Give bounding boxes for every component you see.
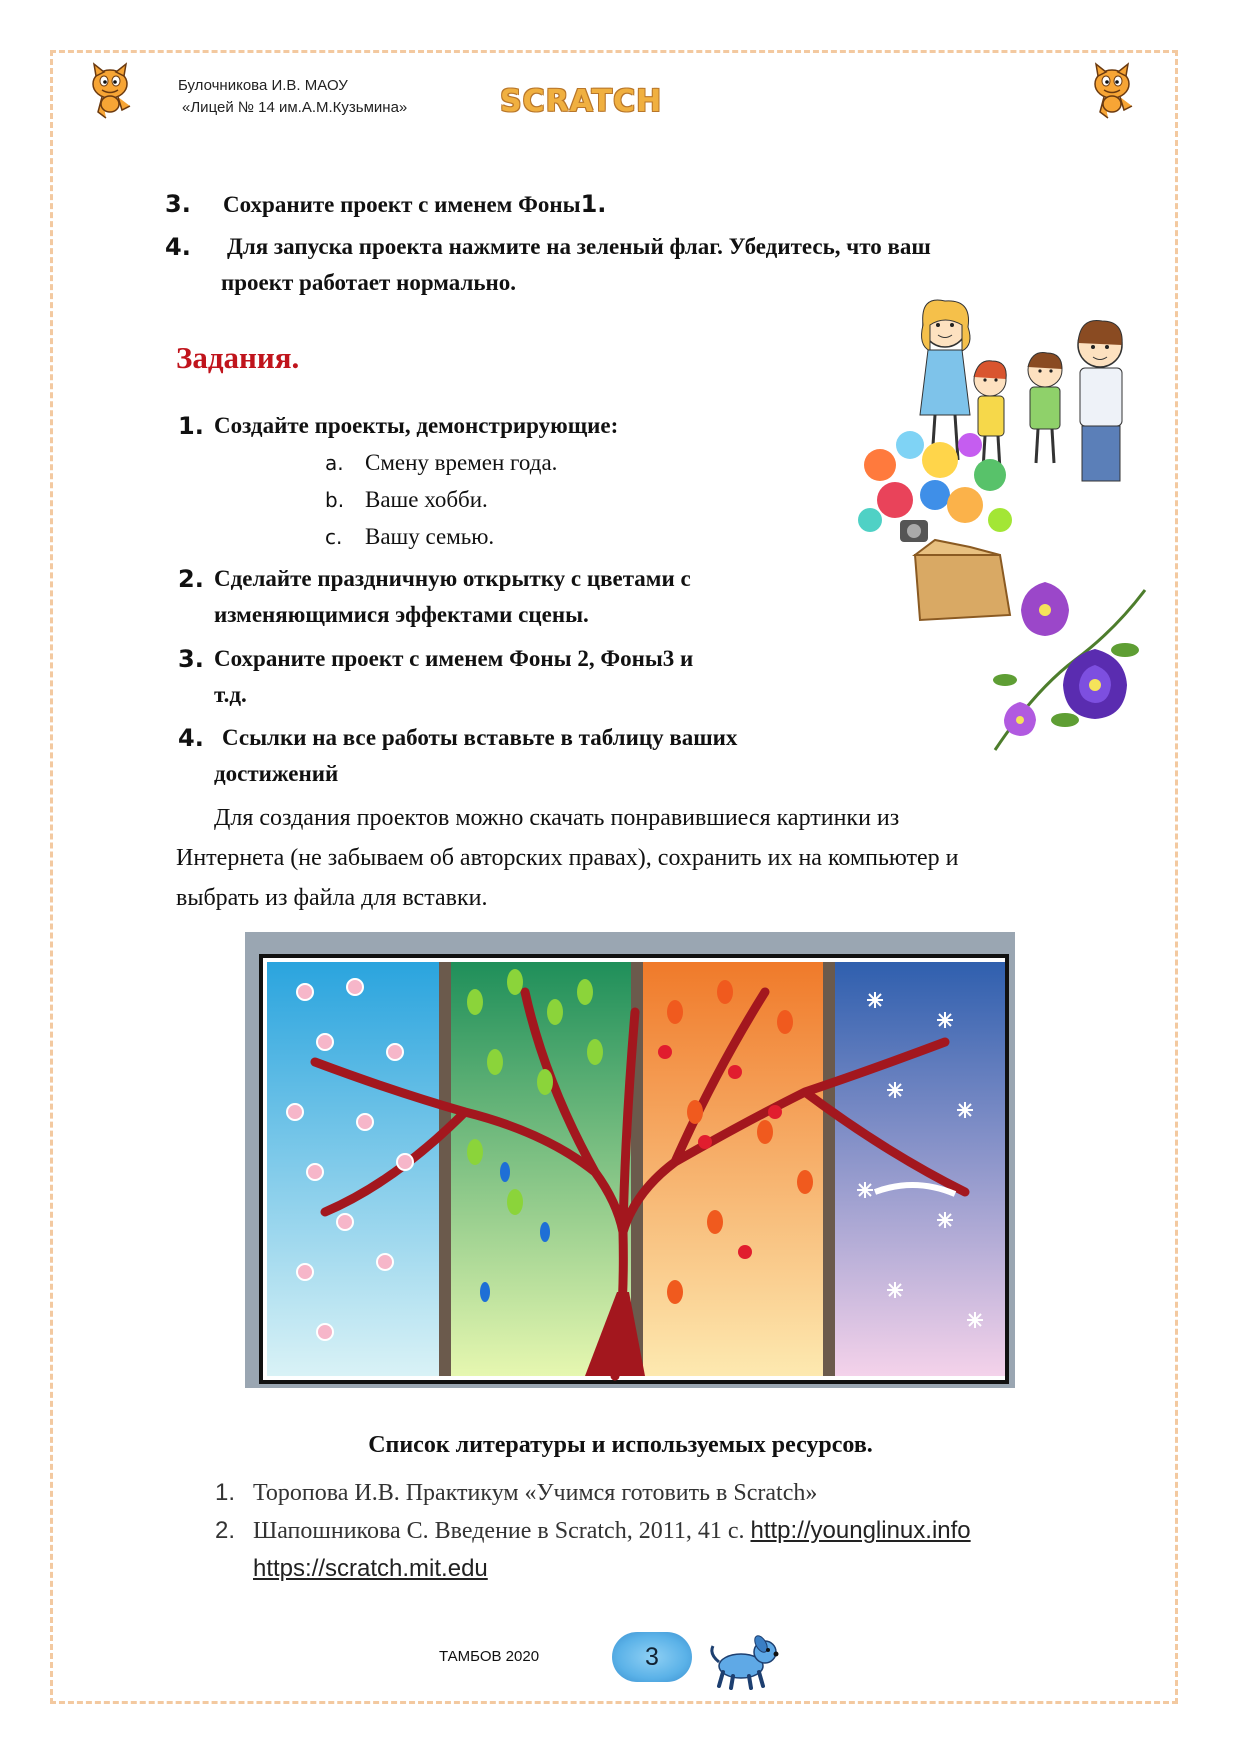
subitem-a <box>325 445 725 481</box>
paragraph-line-2: Интернета (не забываем об авторских правах), сохранить их на компьютер и <box>176 845 959 871</box>
subitem-letter: a. <box>325 451 344 475</box>
task-4 <box>178 720 898 792</box>
subitem-text: Ваше хобби. <box>365 487 488 512</box>
subitem-b <box>325 482 725 518</box>
task-text-line-2: т.д. <box>214 682 247 707</box>
paragraph-line-3: выбрать из файла для вставки. <box>176 885 488 911</box>
reference-text: Торопова И.В. Практикум «Учимся готовить в Scratch» <box>253 1480 818 1506</box>
task-text-line-2: достижений <box>214 761 339 786</box>
scratch-cat-icon <box>1082 62 1142 122</box>
reference-link-scratch[interactable]: https://scratch.mit.edu <box>253 1555 488 1582</box>
paragraph-line-1: Для создания проектов можно скачать понравившиеся картинки из <box>214 805 900 831</box>
author-line-2: «Лицей № 14 им.А.М.Кузьмина» <box>182 99 408 116</box>
step-number: 3. <box>165 190 191 218</box>
instruction-paragraph <box>176 798 1141 918</box>
task-text-line-1: Ссылки на все работы вставьте в таблицу ваших <box>222 725 738 750</box>
subitem-text: Смену времен года. <box>365 450 558 475</box>
author-line-1: Булочникова И.В. МАОУ <box>178 77 348 94</box>
references-title: Список литературы и используемых ресурсов. <box>368 1432 873 1458</box>
task-number: 1. <box>178 412 204 440</box>
subitem-letter: b. <box>325 488 345 512</box>
reference-number: 1. <box>215 1479 236 1506</box>
subitem-letter: c. <box>325 525 343 549</box>
footer-city-year: ТАМБОВ 2020 <box>439 1648 540 1665</box>
step-number: 4. <box>165 233 191 261</box>
subitem-text: Вашу семью. <box>365 524 495 549</box>
task-text: Создайте проекты, демонстрирующие: <box>214 413 619 438</box>
task-text-line-2: изменяющимися эффектами сцены. <box>214 602 589 627</box>
task-number: 4. <box>178 724 204 752</box>
page-number: 3 <box>645 1642 659 1671</box>
blue-dog-icon <box>705 1632 785 1692</box>
step-4 <box>165 229 1155 301</box>
step-text: Сохраните проект с именем Фоны <box>223 192 581 217</box>
task-1 <box>178 408 878 444</box>
task-number: 3. <box>178 645 204 673</box>
reference-number: 2. <box>215 1517 236 1544</box>
flower-illustration <box>975 570 1165 770</box>
reference-link-younglinux[interactable]: http://younglinux.info <box>750 1517 971 1544</box>
task-3 <box>178 641 878 713</box>
four-seasons-tree-picture <box>245 932 1015 1388</box>
subitem-c <box>325 519 725 555</box>
author-info <box>178 75 407 119</box>
page-number-badge <box>612 1632 692 1682</box>
tasks-heading: Задания. <box>176 340 300 375</box>
scratch-logo: SCRATCH <box>500 84 663 119</box>
step-3 <box>165 186 1145 223</box>
step-suffix: 1. <box>580 190 607 218</box>
reference-1 <box>215 1474 1115 1512</box>
task-text-line-1: Сохраните проект с именем Фоны 2, Фоны3 и <box>214 646 694 671</box>
reference-2 <box>215 1512 1155 1588</box>
task-text-line-1: Сделайте праздничную открытку с цветами с <box>214 566 691 591</box>
task-2 <box>178 561 878 633</box>
scratch-cat-icon <box>80 62 140 122</box>
step-text-line-1: Для запуска проекта нажмите на зеленый флаг. Убедитесь, что ваш <box>227 234 931 259</box>
step-text-line-2: проект работает нормально. <box>221 270 517 295</box>
task-number: 2. <box>178 565 204 593</box>
reference-text: Шапошникова С. Введение в Scratch, 2011, 41 с. <box>253 1518 751 1544</box>
